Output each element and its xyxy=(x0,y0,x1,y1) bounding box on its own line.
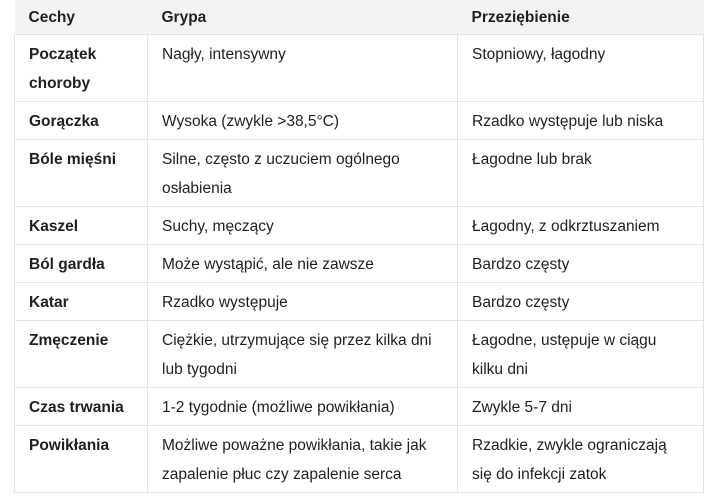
cold-cell: Stopniowy, łagodny xyxy=(458,35,704,102)
feature-cell: Czas trwania xyxy=(15,388,148,426)
table-row xyxy=(15,35,704,102)
flu-cell: 1-2 tygodnie (możliwe powikłania) xyxy=(148,388,458,426)
feature-cell: Bóle mięśni xyxy=(15,140,148,207)
cold-cell: Zwykle 5-7 dni xyxy=(458,388,704,426)
flu-cell: Rzadko występuje xyxy=(148,283,458,321)
table-row xyxy=(15,102,704,140)
cold-cell: Rzadkie, zwykle ograniczają się do infekcji zatok xyxy=(458,426,704,493)
flu-cell: Silne, często z uczuciem ogólnego osłabienia xyxy=(148,140,458,207)
flu-cell: Może wystąpić, ale nie zawsze xyxy=(148,245,458,283)
table-row xyxy=(15,426,704,493)
feature-cell: Kaszel xyxy=(15,207,148,245)
table-row xyxy=(15,283,704,321)
cold-cell: Łagodny, z odkrztuszaniem xyxy=(458,207,704,245)
flu-cell: Możliwe poważne powikłania, takie jak zapalenie płuc czy zapalenie serca xyxy=(148,426,458,493)
flu-cell: Nagły, intensywny xyxy=(148,35,458,102)
header-cell-features: Cechy xyxy=(15,0,148,35)
feature-cell: Zmęczenie xyxy=(15,321,148,388)
feature-cell: Ból gardła xyxy=(15,245,148,283)
feature-cell: Katar xyxy=(15,283,148,321)
header-row xyxy=(15,0,704,35)
feature-cell: Powikłania xyxy=(15,426,148,493)
table-row xyxy=(15,321,704,388)
cold-cell: Łagodne lub brak xyxy=(458,140,704,207)
header-cell-flu: Grypa xyxy=(148,0,458,35)
table-row xyxy=(15,207,704,245)
header-cell-cold: Przeziębienie xyxy=(458,0,704,35)
cold-cell: Łagodne, ustępuje w ciągu kilku dni xyxy=(458,321,704,388)
table-row xyxy=(15,245,704,283)
cold-cell: Bardzo częsty xyxy=(458,283,704,321)
flu-cell: Ciężkie, utrzymujące się przez kilka dni lub tygodni xyxy=(148,321,458,388)
feature-cell: Gorączka xyxy=(15,102,148,140)
flu-cell: Wysoka (zwykle >38,5°C) xyxy=(148,102,458,140)
cold-cell: Bardzo częsty xyxy=(458,245,704,283)
cold-cell: Rzadko występuje lub niska xyxy=(458,102,704,140)
table-body xyxy=(15,35,704,493)
comparison-table xyxy=(14,0,704,493)
table-row xyxy=(15,388,704,426)
flu-cell: Suchy, męczący xyxy=(148,207,458,245)
feature-cell: Początek choroby xyxy=(15,35,148,102)
table-header xyxy=(15,0,704,35)
table-row xyxy=(15,140,704,207)
